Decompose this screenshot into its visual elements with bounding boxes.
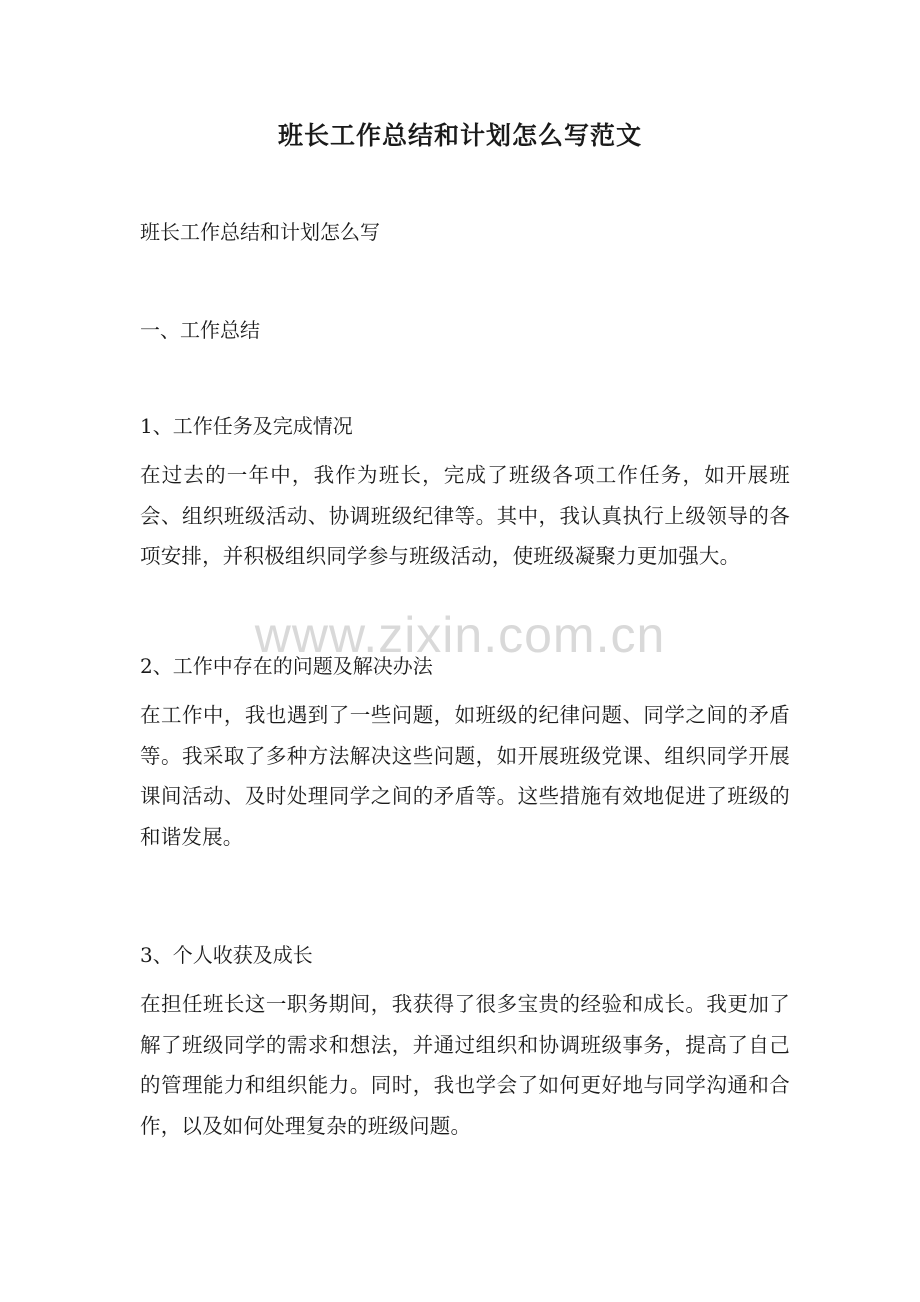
item-2-body: 在工作中，我也遇到了一些问题，如班级的纪律问题、同学之间的矛盾等。我采取了多种方法解决这些问题，如开展班级党课、组织同学开展课间活动、及时处理同学之间的矛盾等。这些措施有效地促进了班级的和谐发展。 xyxy=(140,703,790,849)
document-subtitle: 班长工作总结和计划怎么写 xyxy=(140,220,380,244)
item-2-heading: 2、工作中存在的问题及解决办法 xyxy=(140,654,433,678)
document-title: 班长工作总结和计划怎么写范文 xyxy=(277,121,642,150)
item-1-heading: 1、工作任务及完成情况 xyxy=(140,414,353,438)
section-heading: 一、工作总结 xyxy=(140,318,260,342)
item-1-body: 在过去的一年中，我作为班长，完成了班级各项工作任务，如开展班会、组织班级活动、协调班级纪律等。其中，我认真执行上级领导的各项安排，并积极组织同学参与班级活动，使班级凝聚力更加强大。 xyxy=(140,463,790,568)
item-3-heading: 3、个人收获及成长 xyxy=(140,943,313,967)
item-3-body: 在担任班长这一职务期间，我获得了很多宝贵的经验和成长。我更加了解了班级同学的需求和想法，并通过组织和协调班级事务，提高了自己的管理能力和组织能力。同时，我也学会了如何更好地与同学沟通和合作，以及如何处理复杂的班级问题。 xyxy=(140,992,790,1138)
watermark-text: www.zixin.com.cn xyxy=(254,607,666,663)
